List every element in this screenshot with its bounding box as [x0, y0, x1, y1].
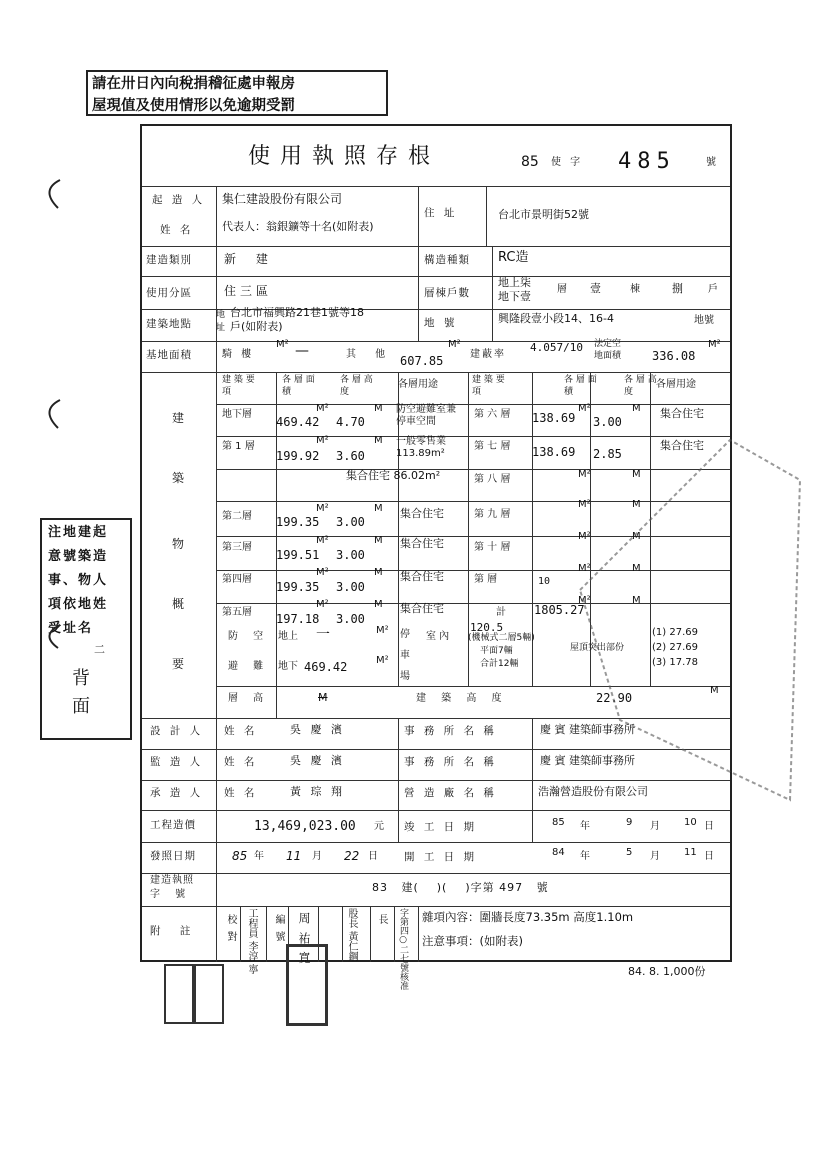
row-line — [142, 341, 730, 342]
unit-m: M — [632, 469, 641, 480]
builder-rep: 代表人：翁銀鑛等十名(如附表) — [222, 220, 374, 233]
floor-area-2: 138.69 — [532, 411, 576, 425]
floor-height-2: 3.00 — [593, 415, 622, 429]
notes-col: 長 — [376, 914, 387, 926]
contractor-name-label: 姓 名 — [224, 787, 258, 799]
unit-m: M — [632, 403, 641, 414]
open-unit: M² — [708, 339, 721, 350]
head-item: 建 築 要 項 — [222, 375, 255, 397]
head-item-2: 建 築 要 項 — [472, 375, 505, 397]
floor-label-2: 計 — [496, 607, 506, 618]
section-char: 物 — [172, 537, 185, 551]
seal-stamp — [286, 944, 328, 1026]
unit-m: M — [374, 535, 383, 546]
contractor-name: 黃 琮 翔 — [290, 785, 345, 798]
unit-m2: M² — [316, 599, 329, 610]
lot-suffix: 地號 — [694, 315, 714, 326]
shelter-unit: M² — [376, 655, 389, 666]
builder-name-label: 姓 名 — [160, 224, 194, 236]
location-addr-1: 台北市福興路21巷1號等18 — [230, 306, 364, 319]
notice-line-1: 請在卅日內向稅捐稽征處申報房 — [92, 76, 295, 92]
unit-m2: M² — [578, 595, 591, 606]
contractor-office: 浩瀚營造股份有限公司 — [538, 785, 648, 798]
notes-col: 校 對 — [225, 914, 236, 944]
builder-address-label: 住 址 — [424, 207, 458, 219]
struct-value: RC造 — [498, 250, 529, 265]
parking-label: 停車場 — [400, 629, 410, 682]
head-height: 各 層 高 度 — [340, 375, 373, 397]
floor-label-2: 第 八 層 — [474, 474, 511, 485]
head-use: 各層用途 — [398, 379, 438, 390]
coverage-label: 建蔽率 — [470, 349, 506, 360]
notes-col: 工程員 李淳 寧 — [246, 908, 257, 975]
height-value: M — [318, 691, 328, 704]
unit-m2: M² — [578, 469, 591, 480]
col-line — [486, 186, 487, 246]
issue-month: 11 — [286, 849, 302, 863]
col-line — [492, 246, 493, 341]
form-title: 使用執照存根 — [248, 144, 441, 169]
floor-label: 第五層 — [222, 607, 252, 618]
floor-label: 第三層 — [222, 542, 252, 553]
notes-col: 字第四○二七號核准 — [398, 908, 408, 990]
issue-day: 22 — [344, 849, 360, 863]
floor-use-2: 集合住宅 — [660, 407, 704, 420]
section-char: 概 — [172, 597, 185, 611]
unit-m: M — [632, 499, 641, 510]
day-char: 日 — [368, 851, 378, 862]
supervisor-office: 慶 賓 建築師事務所 — [540, 754, 635, 767]
floor-label: 地下層 — [222, 409, 252, 420]
cost-label: 工程造價 — [150, 819, 196, 831]
floor-area: 199.35 — [276, 580, 320, 594]
supervisor-office-label: 事 務 所 名 稱 — [404, 756, 497, 768]
floor-height: 3.00 — [336, 580, 365, 594]
parking-indoor-1: 120.5 — [470, 621, 504, 634]
notes-col: 股長 黃仁鋼 — [346, 908, 357, 962]
supervisor-role: 監 造 人 — [150, 756, 204, 768]
notes-col: 周 祐 寬 — [297, 912, 311, 966]
lot-value: 興隆段壹小段14、16-4 — [498, 312, 614, 325]
designer-role: 設 計 人 — [150, 725, 204, 737]
unit-m2: M² — [578, 563, 591, 574]
floor-use: 集合住宅 86.02m² — [346, 469, 441, 482]
bldg-height-unit: M — [710, 685, 719, 696]
section-char: 要 — [172, 657, 185, 671]
floor-label-2: 第 十 層 — [474, 542, 511, 553]
shelter-label-1: 防 空 — [228, 631, 270, 642]
open-label-2: 地面積 — [594, 351, 622, 361]
floor-area: 199.35 — [276, 515, 320, 529]
floors-below: 地下壹 — [498, 290, 531, 303]
unit-m: M — [374, 599, 383, 610]
lot-label: 地 號 — [424, 317, 458, 329]
notes-attention: 注意事項：(如附表) — [422, 934, 523, 948]
open-value: 336.08 — [652, 349, 696, 363]
builder-address: 台北市景明街52號 — [498, 208, 589, 221]
arcade-unit: M² — [276, 339, 289, 350]
floor-area-2: 1805.27 — [534, 603, 585, 617]
floor-area: 199.51 — [276, 548, 320, 562]
unit-m: M — [632, 563, 641, 574]
floor-use: 集合住宅 — [400, 570, 444, 583]
header-year: 85 — [521, 154, 539, 170]
floors-unit-suffix: 戶 — [708, 284, 718, 295]
designer-name-label: 姓 名 — [224, 725, 258, 737]
unit-m: M — [632, 531, 641, 542]
unit-m: M — [374, 567, 383, 578]
unit-m: M — [374, 503, 383, 514]
floor-height: 3.60 — [336, 449, 365, 463]
year-char: 年 — [580, 821, 590, 832]
roof-1: (1) 27.69 — [652, 627, 698, 638]
unit-m2: M² — [578, 499, 591, 510]
unit-m2: M² — [316, 403, 329, 414]
other-unit: M² — [448, 339, 461, 350]
col-line — [532, 718, 533, 842]
category-value: 新 建 — [224, 252, 276, 266]
parking-indoor-3: 平面7輛 — [480, 646, 513, 656]
floors-units: 捌 — [672, 282, 683, 295]
floors-layer: 層 — [557, 284, 567, 295]
floor-area: 199.92 — [276, 449, 320, 463]
head-height-2: 各 層 高 度 — [624, 375, 657, 397]
location-label: 建築地點 — [146, 318, 192, 330]
side-note-line: 二 — [94, 643, 105, 656]
section-char: 建 — [172, 411, 185, 425]
start-year: 84 — [552, 847, 565, 858]
floor-use-2: 集合住宅 — [660, 439, 704, 452]
contractor-role: 承 造 人 — [150, 787, 204, 799]
builder-label: 起 造 人 — [152, 194, 206, 206]
unit-m2: M² — [316, 503, 329, 514]
year-char: 年 — [254, 851, 264, 862]
completion-month: 9 — [626, 817, 633, 828]
floors-bldg: 棟 — [630, 284, 640, 295]
location-addr-2: 戶(如附表) — [230, 320, 283, 333]
shelter-below: 地下 — [278, 661, 298, 672]
supervisor-name: 吳 慶 濱 — [290, 754, 345, 767]
section-char: 築 — [172, 471, 185, 485]
zone-value: 住三區 — [224, 284, 273, 298]
permit-text: 83 建( )( )字第 497 號 — [372, 881, 549, 894]
day-char: 日 — [704, 851, 714, 862]
unit-m: M — [374, 403, 383, 414]
head-area-2: 各 層 面 積 — [564, 375, 597, 397]
row-line — [142, 842, 730, 843]
permit-label-1: 建造執照 — [150, 875, 194, 886]
zone-label: 使用分區 — [146, 287, 192, 299]
floor-area-2: 10 — [538, 576, 551, 587]
side-note-line: 意號築造 — [48, 549, 109, 564]
shelter-above-value: 一 — [316, 627, 330, 643]
diagonal-stamp-icon — [560, 420, 810, 820]
designer-name: 吳 慶 濱 — [290, 723, 345, 736]
col-line — [418, 186, 419, 246]
floor-height: 3.00 — [336, 612, 365, 626]
unit-m: M — [632, 595, 641, 606]
row-line — [142, 372, 730, 373]
row-line — [216, 404, 730, 405]
cost-value: 13,469,023.00 — [254, 819, 356, 834]
roof-2: (2) 27.69 — [652, 642, 698, 653]
col-line — [398, 718, 399, 842]
floor-area: 469.42 — [276, 415, 320, 429]
floor-use: 集合住宅 — [400, 602, 444, 615]
header-suffix: 號 — [706, 157, 716, 168]
floor-area: 197.18 — [276, 612, 320, 626]
shelter-unit: M² — [376, 625, 389, 636]
completion-year: 85 — [552, 817, 565, 828]
completion-label: 竣 工 日 期 — [404, 821, 478, 833]
print-info: 84. 8. 1,000份 — [628, 965, 706, 978]
unit-m2: M² — [316, 567, 329, 578]
bldg-height-value: 22.90 — [596, 691, 633, 705]
col-line — [216, 186, 217, 962]
col-line — [418, 906, 419, 962]
side-note-line: 受址名 — [48, 621, 94, 636]
side-note-line: 面 — [72, 696, 90, 717]
unit-m: M — [374, 435, 383, 446]
parking-indoor-2: (機械式二層5輛) — [468, 633, 535, 643]
floor-label-2: 第 九 層 — [474, 509, 511, 520]
parking-indoor-4: 合計12輛 — [480, 659, 519, 669]
floors-above: 地上柒 — [498, 276, 531, 289]
year-char: 年 — [580, 851, 590, 862]
seal-stamp — [164, 964, 194, 1024]
other-label: 其 他 — [346, 349, 394, 360]
floor-use: 一般零售業 113.89m² — [396, 436, 446, 459]
floor-height: 3.00 — [336, 548, 365, 562]
row-line — [142, 873, 730, 874]
shelter-label-2: 避 難 — [228, 661, 270, 672]
floor-use: 集合住宅 — [400, 537, 444, 550]
row-line — [142, 246, 730, 247]
floor-use: 集合住宅 — [400, 507, 444, 520]
floors-label: 層棟戶數 — [424, 287, 470, 299]
shelter-above: 地上 — [278, 631, 298, 642]
coverage-value: 4.057/10 — [530, 341, 583, 354]
arcade-label: 騎 樓 — [222, 349, 255, 360]
notes-misc: 雜項內容：圍牆長度73.35m 高度1.10m — [422, 910, 634, 924]
unit-m2: M² — [316, 435, 329, 446]
floor-height: 4.70 — [336, 415, 365, 429]
start-day: 11 — [684, 847, 697, 858]
floor-use: 防空避難室兼停車空間 — [396, 404, 456, 427]
notice-line-2: 屋現值及使用情形以免逾期受罰 — [92, 98, 295, 114]
floors-one: 壹 — [590, 282, 601, 295]
category-label: 建造類別 — [146, 254, 192, 266]
floor-label: 第 1 層 — [222, 441, 255, 452]
floor-height-2: 2.85 — [593, 447, 622, 461]
parking-outside: 屋頂突出部份 — [570, 643, 625, 653]
row-line — [142, 186, 730, 187]
height-label: 層 高 — [228, 693, 270, 704]
side-note-line: 注地建起 — [48, 525, 109, 540]
floor-label-2: 第 七 層 — [474, 441, 511, 452]
issue-label: 發照日期 — [150, 850, 196, 862]
location-side: 地址 — [216, 310, 226, 333]
header-word: 使 字 — [551, 157, 584, 168]
month-char: 月 — [312, 851, 322, 862]
head-use-2: 各層用途 — [656, 379, 696, 390]
permit-label-2: 字 號 — [150, 889, 192, 900]
floor-area-2: 138.69 — [532, 445, 576, 459]
area-label: 基地面積 — [146, 349, 192, 361]
start-label: 開 工 日 期 — [404, 851, 478, 863]
row-line — [142, 276, 730, 277]
shelter-below-value: 469.42 — [304, 660, 348, 674]
parking-indoor: 室 內 — [426, 631, 450, 642]
floor-height: 3.00 — [336, 515, 365, 529]
month-char: 月 — [650, 821, 660, 832]
other-value: 607.85 — [400, 354, 444, 368]
permit-number: 485 — [618, 149, 676, 174]
floor-label-2: 第 六 層 — [474, 409, 511, 420]
open-label-1: 法定空 — [594, 339, 622, 349]
designer-office-label: 事 務 所 名 稱 — [404, 725, 497, 737]
start-month: 5 — [626, 847, 633, 858]
supervisor-name-label: 姓 名 — [224, 756, 258, 768]
unit-m2: M² — [316, 535, 329, 546]
completion-day: 10 — [684, 817, 697, 828]
contractor-office-label: 營 造 廠 名 稱 — [404, 787, 497, 799]
builder-company: 集仁建設股份有限公司 — [222, 192, 343, 206]
floor-label: 第四層 — [222, 574, 252, 585]
roof-3: (3) 17.78 — [652, 657, 698, 668]
head-area: 各 層 面 積 — [282, 375, 315, 397]
unit-m2: M² — [578, 403, 591, 414]
struct-label: 構造種類 — [424, 254, 470, 266]
unit-m2: M² — [578, 531, 591, 542]
notes-col: 編 號 — [273, 914, 284, 944]
side-note-line: 背 — [72, 668, 90, 689]
floor-label: 第二層 — [222, 511, 252, 522]
issue-year: 85 — [232, 849, 248, 863]
day-char: 日 — [704, 821, 714, 832]
seal-stamp — [194, 964, 224, 1024]
arcade-value: — — [295, 343, 309, 359]
cost-unit: 元 — [374, 821, 384, 832]
side-note-line: 事、物人 — [48, 573, 109, 588]
notice-box — [86, 70, 388, 116]
side-note-line: 項依地姓 — [48, 597, 109, 612]
floor-label-2: 第 層 — [474, 574, 498, 585]
notes-label: 附 註 — [150, 925, 199, 937]
binding-hole-icon — [30, 170, 70, 650]
designer-office: 慶 賓 建築師事務所 — [540, 723, 635, 736]
month-char: 月 — [650, 851, 660, 862]
bldg-height-label: 建 築 高 度 — [416, 693, 508, 704]
col-line — [418, 246, 419, 341]
